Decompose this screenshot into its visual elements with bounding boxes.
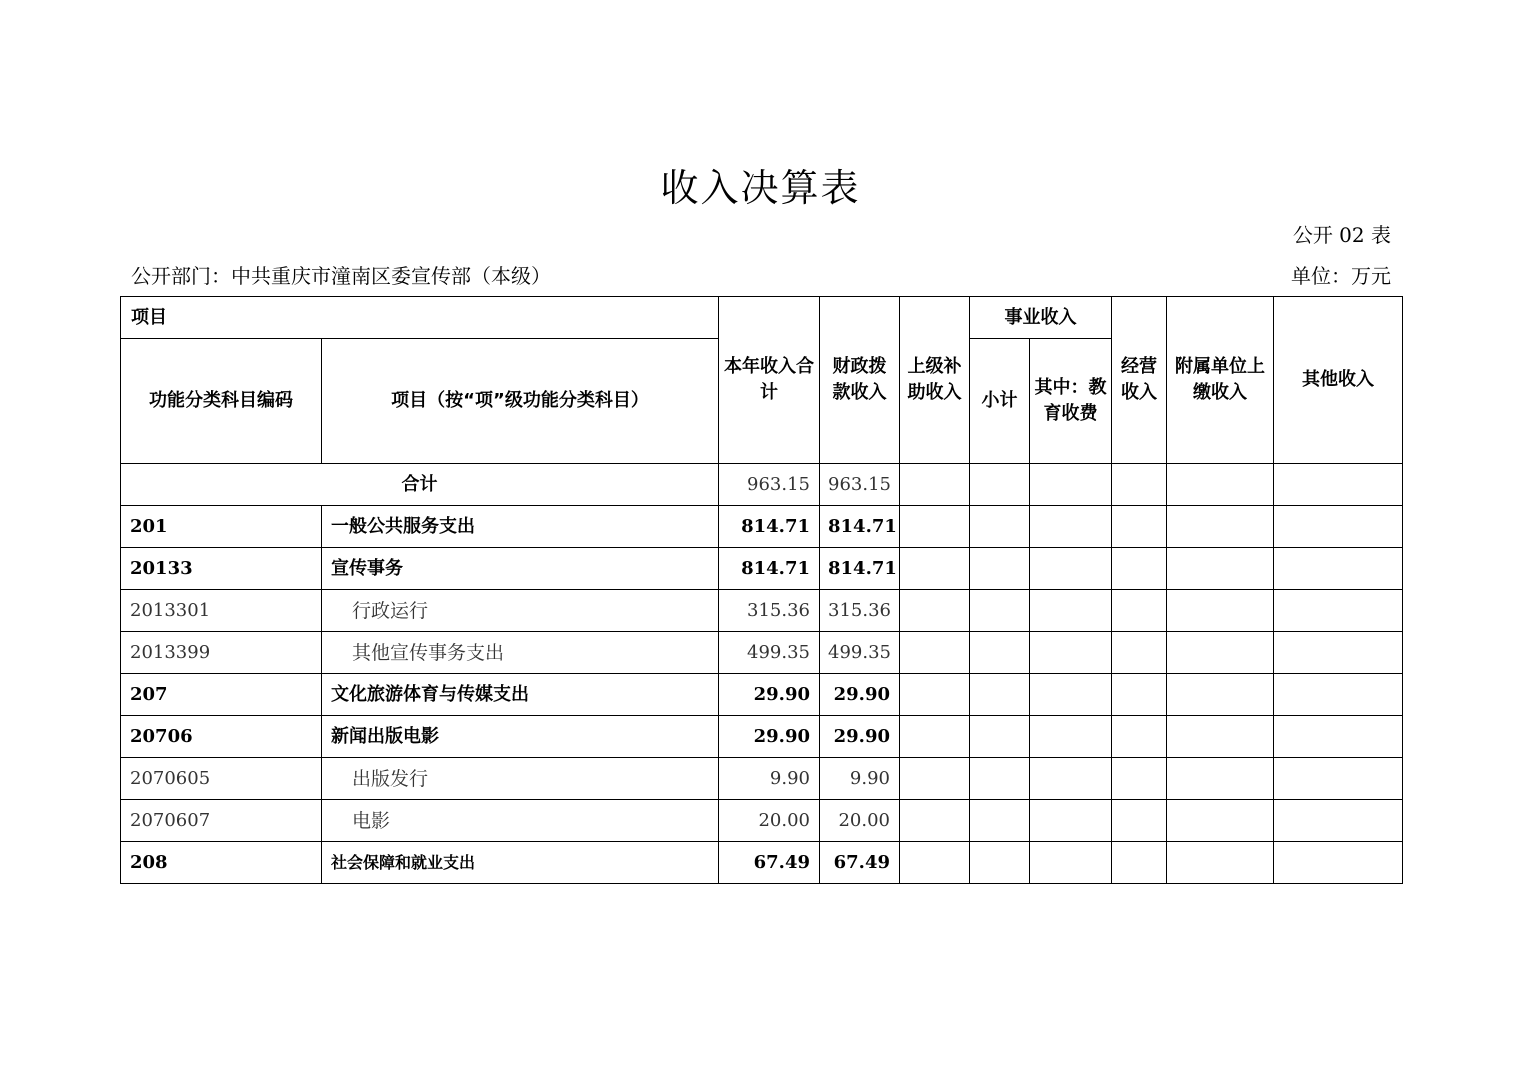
empty-cell bbox=[1167, 800, 1274, 842]
empty-cell bbox=[900, 842, 970, 884]
empty-cell bbox=[970, 758, 1030, 800]
empty-cell bbox=[900, 464, 970, 506]
header-code: 功能分类科目编码 bbox=[121, 339, 322, 464]
empty-cell bbox=[1112, 800, 1167, 842]
empty-cell bbox=[970, 800, 1030, 842]
header-total-income: 本年收入合计 bbox=[719, 297, 820, 464]
row-name: 文化旅游体育与传媒支出 bbox=[322, 674, 719, 716]
empty-cell bbox=[970, 632, 1030, 674]
row-code: 20706 bbox=[121, 716, 322, 758]
row-fiscal: 29.90 bbox=[820, 674, 900, 716]
row-code: 20133 bbox=[121, 548, 322, 590]
department-label: 公开部门：中共重庆市潼南区委宣传部（本级） bbox=[131, 264, 551, 288]
row-fiscal: 20.00 bbox=[820, 800, 900, 842]
header-subtotal: 小计 bbox=[970, 339, 1030, 464]
empty-cell bbox=[970, 674, 1030, 716]
row-name: 出版发行 bbox=[322, 758, 719, 800]
table-row bbox=[121, 548, 1403, 590]
empty-cell bbox=[970, 506, 1030, 548]
row-total-income: 814.71 bbox=[719, 506, 820, 548]
empty-cell bbox=[1030, 464, 1112, 506]
header-fiscal-income: 财政拨款收入 bbox=[820, 297, 900, 464]
row-total-income: 315.36 bbox=[719, 590, 820, 632]
table-row bbox=[121, 758, 1403, 800]
empty-cell bbox=[970, 716, 1030, 758]
empty-cell bbox=[1112, 506, 1167, 548]
empty-cell bbox=[1112, 590, 1167, 632]
row-code: 2070607 bbox=[121, 800, 322, 842]
empty-cell bbox=[1112, 758, 1167, 800]
row-total-income: 67.49 bbox=[719, 842, 820, 884]
table-row bbox=[121, 674, 1403, 716]
header-name: 项目（按“项”级功能分类科目） bbox=[322, 339, 719, 464]
total-label: 合计 bbox=[121, 464, 719, 506]
empty-cell bbox=[900, 758, 970, 800]
row-code: 207 bbox=[121, 674, 322, 716]
row-fiscal: 814.71 bbox=[820, 548, 900, 590]
empty-cell bbox=[1167, 716, 1274, 758]
row-code: 2013301 bbox=[121, 590, 322, 632]
empty-cell bbox=[1167, 842, 1274, 884]
empty-cell bbox=[970, 548, 1030, 590]
empty-cell bbox=[1167, 632, 1274, 674]
header-affiliated-income: 附属单位上缴收入 bbox=[1167, 297, 1274, 464]
empty-cell bbox=[1167, 674, 1274, 716]
empty-cell bbox=[970, 464, 1030, 506]
empty-cell bbox=[1112, 842, 1167, 884]
row-name: 行政运行 bbox=[322, 590, 719, 632]
empty-cell bbox=[1030, 800, 1112, 842]
row-name: 一般公共服务支出 bbox=[322, 506, 719, 548]
empty-cell bbox=[970, 842, 1030, 884]
empty-cell bbox=[1167, 758, 1274, 800]
empty-cell bbox=[1030, 758, 1112, 800]
table-row bbox=[121, 506, 1403, 548]
empty-cell bbox=[1030, 590, 1112, 632]
empty-cell bbox=[1274, 548, 1403, 590]
row-name: 宣传事务 bbox=[322, 548, 719, 590]
row-fiscal: 814.71 bbox=[820, 506, 900, 548]
empty-cell bbox=[1274, 842, 1403, 884]
income-table bbox=[120, 296, 1403, 884]
empty-cell bbox=[900, 506, 970, 548]
row-name: 其他宣传事务支出 bbox=[322, 632, 719, 674]
header-superior-subsidy: 上级补助收入 bbox=[900, 297, 970, 464]
empty-cell bbox=[1030, 632, 1112, 674]
empty-cell bbox=[1030, 506, 1112, 548]
empty-cell bbox=[1274, 464, 1403, 506]
empty-cell bbox=[1167, 548, 1274, 590]
row-code: 208 bbox=[121, 842, 322, 884]
table-row bbox=[121, 716, 1403, 758]
empty-cell bbox=[1167, 464, 1274, 506]
empty-cell bbox=[1167, 506, 1274, 548]
empty-cell bbox=[1274, 716, 1403, 758]
row-total-income: 814.71 bbox=[719, 548, 820, 590]
empty-cell bbox=[970, 590, 1030, 632]
row-code: 2070605 bbox=[121, 758, 322, 800]
empty-cell bbox=[1167, 590, 1274, 632]
empty-cell bbox=[900, 548, 970, 590]
empty-cell bbox=[1030, 674, 1112, 716]
empty-cell bbox=[1274, 674, 1403, 716]
table-body bbox=[121, 464, 1403, 884]
table-row bbox=[121, 842, 1403, 884]
empty-cell bbox=[1030, 548, 1112, 590]
row-code: 2013399 bbox=[121, 632, 322, 674]
row-name: 新闻出版电影 bbox=[322, 716, 719, 758]
empty-cell bbox=[900, 674, 970, 716]
row-fiscal: 499.35 bbox=[820, 632, 900, 674]
empty-cell bbox=[1274, 800, 1403, 842]
row-name: 电影 bbox=[322, 800, 719, 842]
empty-cell bbox=[1274, 632, 1403, 674]
empty-cell bbox=[1030, 716, 1112, 758]
row-total-income: 29.90 bbox=[719, 674, 820, 716]
empty-cell bbox=[1274, 758, 1403, 800]
header-education-fee: 其中：教育收费 bbox=[1030, 339, 1112, 464]
row-total-income: 9.90 bbox=[719, 758, 820, 800]
table-row bbox=[121, 590, 1403, 632]
empty-cell bbox=[1112, 464, 1167, 506]
row-fiscal: 67.49 bbox=[820, 842, 900, 884]
row-total-income: 499.35 bbox=[719, 632, 820, 674]
header-item: 项目 bbox=[121, 297, 719, 339]
empty-cell bbox=[900, 632, 970, 674]
table-header bbox=[121, 297, 1403, 464]
total-row bbox=[121, 464, 1403, 506]
table-row bbox=[121, 632, 1403, 674]
total-income-value: 963.15 bbox=[719, 464, 820, 506]
row-name: 社会保障和就业支出 bbox=[322, 842, 719, 884]
document-title: 收入决算表 bbox=[660, 166, 861, 210]
empty-cell bbox=[1274, 506, 1403, 548]
row-fiscal: 315.36 bbox=[820, 590, 900, 632]
empty-cell bbox=[900, 800, 970, 842]
table-row bbox=[121, 800, 1403, 842]
row-code: 201 bbox=[121, 506, 322, 548]
empty-cell bbox=[1112, 632, 1167, 674]
empty-cell bbox=[1030, 842, 1112, 884]
form-number: 公开 02 表 bbox=[1292, 223, 1391, 247]
empty-cell bbox=[1112, 716, 1167, 758]
empty-cell bbox=[900, 590, 970, 632]
row-total-income: 29.90 bbox=[719, 716, 820, 758]
empty-cell bbox=[1112, 548, 1167, 590]
empty-cell bbox=[1274, 590, 1403, 632]
header-other-income: 其他收入 bbox=[1274, 297, 1403, 464]
header-operating-income: 经营收入 bbox=[1112, 297, 1167, 464]
empty-cell bbox=[900, 716, 970, 758]
unit-label: 单位：万元 bbox=[1291, 264, 1391, 288]
total-fiscal-value: 963.15 bbox=[820, 464, 900, 506]
empty-cell bbox=[1112, 674, 1167, 716]
header-business-income: 事业收入 bbox=[970, 297, 1112, 339]
row-fiscal: 29.90 bbox=[820, 716, 900, 758]
row-fiscal: 9.90 bbox=[820, 758, 900, 800]
row-total-income: 20.00 bbox=[719, 800, 820, 842]
